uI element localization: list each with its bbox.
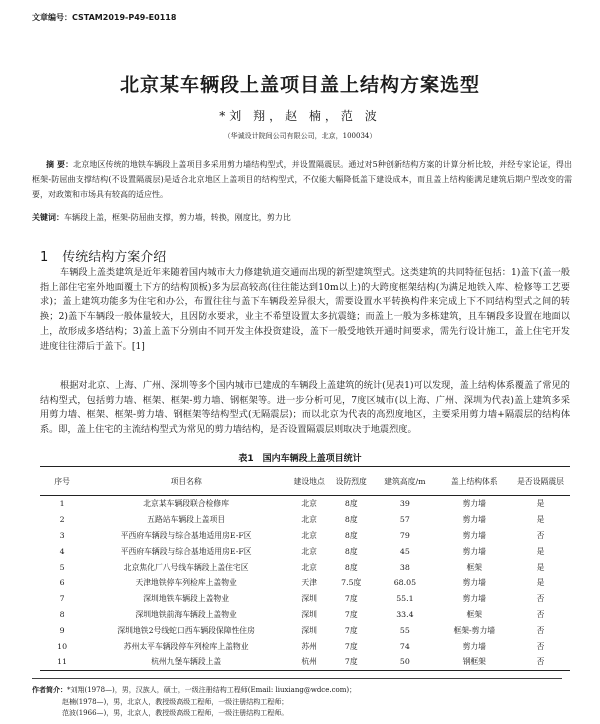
table-cell: 2 [59, 515, 65, 525]
table-cell: 55 [399, 625, 410, 635]
table-cell: 天津地铁停车列检库上盖物业 [135, 578, 237, 588]
footnotes [32, 684, 356, 720]
table-cell: 否 [536, 594, 545, 604]
table-cell: 深圳 [301, 594, 317, 604]
table-cell: 否 [536, 609, 545, 619]
table-cell: 是 [536, 562, 545, 572]
table-cell: 苏州 [301, 641, 317, 651]
table-cell: 是 [536, 578, 545, 588]
table-row [40, 575, 570, 591]
table-cell: 平西府车辆段与综合基地适用房E-F区 [120, 546, 252, 556]
table-cell: 北京 [301, 546, 317, 556]
table-cell: 7度 [344, 609, 358, 619]
table-row [40, 638, 570, 654]
table-row [40, 622, 570, 638]
table-cell: 深圳 [301, 625, 317, 635]
table-cell: 钢框架 [437, 654, 511, 670]
table-cell: 剪力墙 [462, 641, 486, 651]
table-cell: 剪力墙 [462, 499, 486, 509]
table-row [40, 543, 570, 559]
table-cell: 北京 [301, 530, 317, 540]
table-row [40, 654, 570, 670]
table-cell: 8度 [344, 515, 358, 525]
table-row [40, 559, 570, 575]
table-cell: 8度 [344, 499, 358, 509]
table-cell: 79 [399, 530, 410, 540]
table-cell: 45 [399, 546, 410, 556]
table-cell: 3 [59, 530, 65, 540]
table-cell: 7度 [344, 641, 358, 651]
table-cell: 剪力墙 [462, 594, 486, 604]
body-paragraph-1: 车辆段上盖类建筑是近年来随着国内城市大力修建轨道交通而出现的新型建筑型式。这类建筑的共同特征包括：1)盖下(盖一般指上部住宅室外地面覆土下方的结构顶板)多为层高较高(往往能达到10m以上)的大跨度框架结构(为满足地铁入库、检修等工艺要求)；盖上建筑功能多为住宅和办公，布置往往与盖下车辆段差异很大，需要设置水平转换构件来完成上下不同结构型式之间的转换；2)盖下车辆段一般体量较大，且因防水要求，业主不希望设置太多抗震缝；而盖上一般为多栋建筑，且车辆段多设置在地面以上，故形成多塔结构；3)盖上盖下分别由不同开发主体投资建设，盖下一般受地铁开通时间要求，需先行设计施工，盖上住宅开发进度往往滞后于盖下。[1] [40, 267, 570, 352]
section-title: 传统结构方案介绍 [62, 250, 167, 265]
table-cell: 苏州太平车辆段停车列检库上盖物业 [123, 641, 249, 651]
table-cell: 1 [59, 499, 65, 509]
table-cell: 天津 [301, 578, 317, 588]
table-cell: 38 [399, 562, 410, 572]
table-cell: 否 [536, 641, 545, 651]
table-cell: 57 [399, 515, 410, 525]
table-cell: 33.4 [396, 609, 414, 619]
table-cell: 剪力墙 [462, 546, 486, 556]
table-cell: 6 [59, 578, 65, 588]
table-cell: 68.05 [393, 578, 417, 588]
table-cell: 框架 [466, 609, 483, 619]
authors: *刘 翔，赵 楠，范 波 [219, 109, 381, 123]
section-heading [40, 246, 166, 265]
abstract-label: 摘 要： [46, 159, 74, 169]
project-statistics-table [40, 466, 570, 671]
table-cell: 平西府车辆段与综合基地适用房E-F区 [120, 530, 252, 540]
footnote-item: *刘翔(1978—)，男，汉族人，硕士，一级注册结构工程师(Email: liuxiang@wdce.com)； [67, 686, 357, 694]
table-row [40, 512, 570, 528]
table-cell: 7度 [330, 654, 372, 670]
table-cell: 北京焦化厂八号线车辆段上盖住宅区 [123, 562, 249, 572]
header-cell: 建设地点 [288, 467, 330, 496]
table-cell: 4 [59, 546, 65, 556]
table-cell: 剪力墙 [462, 530, 486, 540]
table-cell: 剪力墙 [462, 515, 486, 525]
header-cell: 建筑高度/m [372, 467, 437, 496]
keywords [32, 212, 572, 223]
table-row [40, 496, 570, 512]
header-cell: 项目名称 [84, 467, 288, 496]
table-cell: 8度 [344, 530, 358, 540]
table-cell: 7.5度 [341, 578, 362, 588]
table-cell: 74 [399, 641, 410, 651]
table-cell: 7度 [344, 594, 358, 604]
table-cell: 50 [372, 654, 437, 670]
table-cell: 五路站车辆段上盖项目 [147, 515, 226, 525]
footnote-item: 赵楠(1978—)，男，北京人，教授级高级工程师，一级注册结构工程师； [62, 697, 289, 706]
header-cell: 盖上结构体系 [437, 467, 511, 496]
table-cell: 北京 [301, 515, 317, 525]
table-cell: 北京某车辆段联合检修库 [143, 499, 230, 509]
body-paragraph-2: 根据对北京、上海、广州、深圳等多个国内城市已建成的车辆段上盖建筑的统计(见表1)可以发现，盖上结构体系覆盖了常见的结构型式，包括剪力墙、框架、框架-剪力墙、钢框架等。进一步分析可见，7度区城市(以上海、广州、深圳为代表)盖上建筑多采用剪力墙、框架、框架-剪力墙、钢框架等结构型式(无隔震层)；而以北京为代表的高烈度地区，主要采用剪力墙+隔震层的结构体系。即，盖上住宅的主流结构型式为常见的剪力墙结构，是否设置隔震层则取决于地震烈度。 [40, 380, 570, 436]
table-cell: 8度 [344, 562, 358, 572]
footnote-label: 作者简介： [32, 685, 67, 694]
table-cell: 是 [536, 515, 545, 525]
table-cell: 剪力墙 [462, 578, 486, 588]
table-cell: 否 [511, 654, 570, 670]
table-caption: 表1 国内车辆段上盖项目统计 [238, 454, 362, 464]
table-cell: 深圳地铁2号线蛇口西车辆段保障性住房 [117, 625, 255, 635]
table-cell: 11 [40, 654, 84, 670]
article-id: 文章编号：CSTAM2019-P49-E0118 [32, 13, 177, 22]
table-cell: 55.1 [396, 594, 414, 604]
header-cell: 序号 [40, 467, 84, 496]
table-row [40, 528, 570, 544]
affiliation: （华诚设计院间公司有限公司，北京，100034） [223, 132, 377, 140]
table-cell: 是 [536, 546, 545, 556]
header-cell: 是否设隔震层 [511, 467, 570, 496]
table-row [40, 591, 570, 607]
table-cell: 7 [59, 594, 65, 604]
table-cell: 否 [536, 530, 545, 540]
table-cell: 深圳 [301, 609, 317, 619]
table-cell: 深圳地铁前海车辆段上盖物业 [135, 609, 237, 619]
table-cell: 杭州九堡车辆段上盖 [84, 654, 288, 670]
footnote-divider [32, 678, 562, 679]
table-cell: 框架 [466, 562, 483, 572]
table-cell: 5 [59, 562, 65, 572]
paper-title: 北京某车辆段上盖项目盖上结构方案选型 [119, 74, 480, 96]
table-cell: 是 [536, 499, 545, 509]
header-cell: 设防烈度 [330, 467, 372, 496]
table-cell: 39 [399, 499, 410, 509]
table-cell: 北京 [301, 562, 317, 572]
table-cell: 框架-剪力墙 [453, 625, 496, 635]
footnote-item: 范波(1966—)，男，北京人，教授级高级工程师，一级注册结构工程师。 [62, 709, 289, 717]
abstract [32, 157, 572, 202]
section-number: 1 [40, 250, 49, 265]
table-cell: 7度 [344, 625, 358, 635]
abstract-text: 北京地区传统的地铁车辆段上盖项目多采用剪力墙结构型式，并设置隔震层。通过对5种创新结构方案的计算分析比较，并经专家论证，得出框架-防屈曲支撑结构(不设置隔震层)是适合北京地区上盖项目的结构型式，不仅能大幅降低盖下建设成本，而且盖上结构能满足建筑后期户型改变的需要，对政策和市场具有较高的适应性。 [32, 160, 572, 199]
table-cell: 10 [57, 641, 68, 651]
table-cell: 8 [59, 609, 65, 619]
table-cell: 否 [536, 625, 545, 635]
table-cell: 杭州 [288, 654, 330, 670]
table-header-row [40, 467, 570, 496]
table-cell: 8度 [344, 546, 358, 556]
keywords-text: 车辆段上盖，框架-防屈曲支撑，剪力墙，转换，刚度比，剪力比 [64, 213, 291, 222]
keywords-label: 关键词： [32, 212, 64, 222]
table-cell: 深圳地铁车辆段上盖物业 [143, 594, 230, 604]
table-cell: 北京 [301, 499, 317, 509]
table-row [40, 607, 570, 623]
table-cell: 9 [59, 625, 65, 635]
